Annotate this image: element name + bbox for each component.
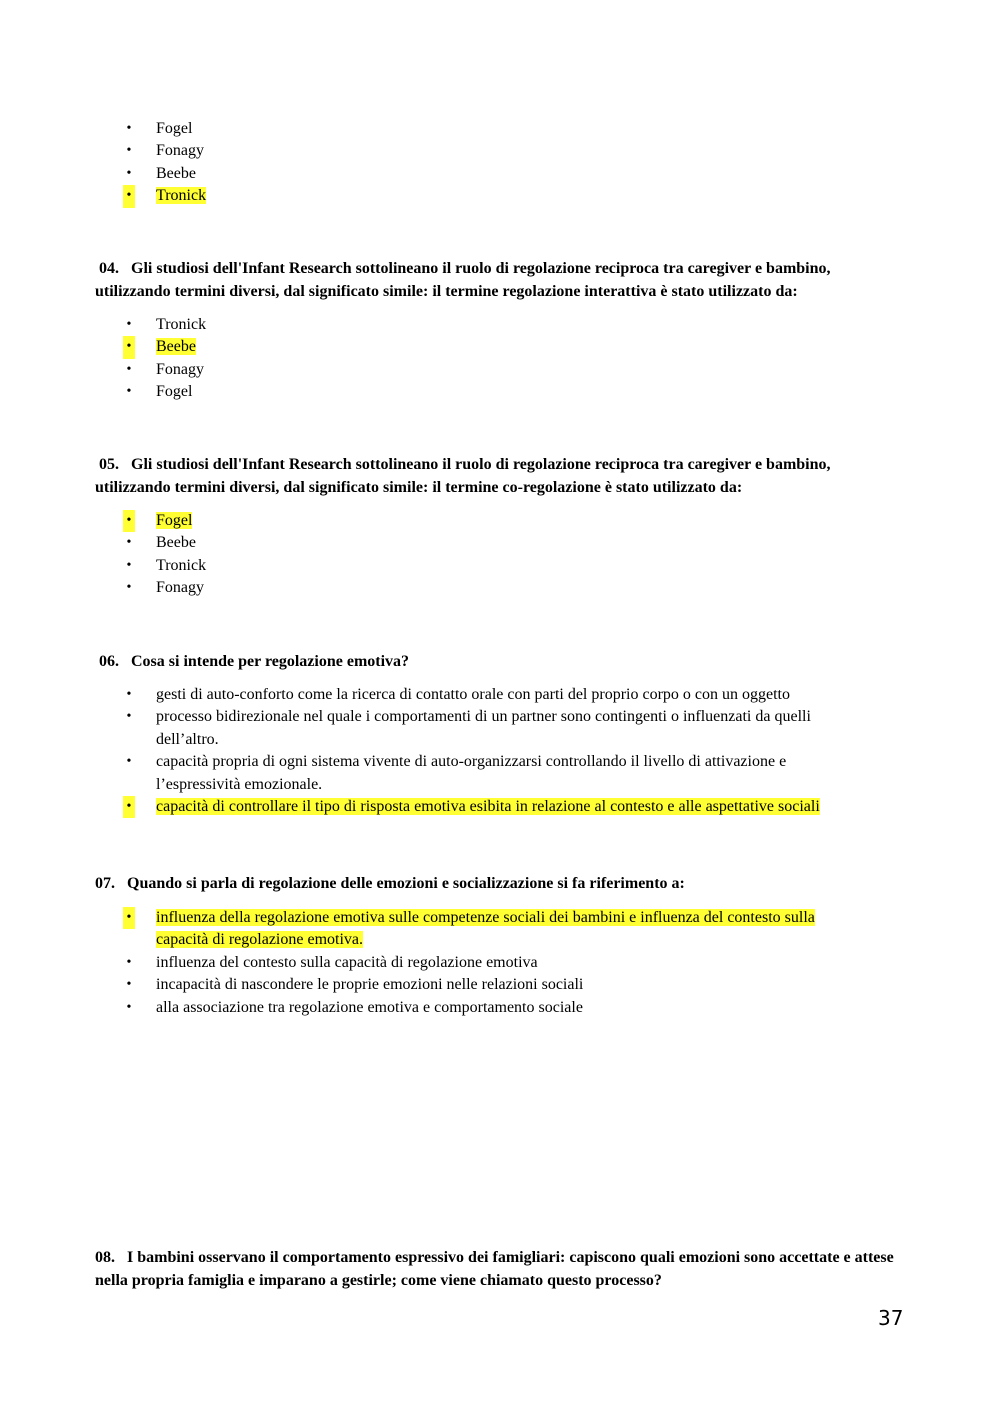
bullet-icon: • [126, 977, 132, 993]
bullet-icon: • [126, 165, 132, 181]
option-item-highlighted: • Beebe [0, 336, 900, 358]
option-item: • capacità propria di ogni sistema vivente di auto-organizzarsi controllando il livello di attivazione e l’espressività emozionale. [0, 751, 860, 796]
bullet-icon: • [123, 796, 135, 818]
option-item: • Beebe [0, 532, 900, 554]
question-06: 06. Cosa si intende per regolazione emotiva? [99, 653, 410, 670]
question-08: 08. I bambini osservano il comportamento espressivo dei famigliari: capiscono quali emozioni sono accettate e attese nella propria famiglia e imparano a gestirle; come viene chiamato questo processo? [95, 1249, 894, 1289]
bullet-icon: • [126, 317, 132, 332]
option-item: • alla associazione tra regolazione emotiva e comportamento sociale [0, 997, 860, 1019]
bullet-icon: • [126, 143, 132, 159]
question-06-options [0, 684, 860, 818]
bullet-icon: • [126, 384, 132, 400]
bullet-icon: • [126, 687, 132, 702]
option-item: • Beebe [0, 163, 900, 185]
question-07: 07. Quando si parla di regolazione delle emozioni e socializzazione si fa riferimento a: [95, 875, 685, 892]
bullet-icon: • [126, 954, 132, 970]
question-05: 05. Gli studiosi dell'Infant Research sottolineano il ruolo di regolazione reciproca tra caregiver e bambino, utilizzando termini diversi, dal significato simile: il termine co-regolazione è stato utilizzato da: [95, 456, 831, 496]
bullet-icon: • [126, 999, 132, 1015]
option-item: • Fonagy [0, 140, 900, 162]
bullet-icon: • [123, 336, 135, 358]
option-item-highlighted: • Tronick [0, 185, 900, 207]
option-item: • influenza del contesto sulla capacità di regolazione emotiva [0, 952, 860, 974]
option-item-highlighted: • capacità di controllare il tipo di risposta emotiva esibita in relazione al contesto e alle aspettative sociali [0, 796, 860, 818]
prev-question-options [0, 118, 900, 208]
option-item: • gesti di auto-conforto come la ricerca di contatto orale con parti del proprio corpo o con un oggetto [0, 684, 860, 706]
page-number: 37 [878, 1306, 904, 1330]
option-item: • Tronick [0, 555, 900, 577]
question-04: 04. Gli studiosi dell'Infant Research sottolineano il ruolo di regolazione reciproca tra caregiver e bambino, utilizzando termini diversi, dal significato simile: il termine regolazione interattiva è stato utilizzato da: [95, 260, 831, 300]
option-item: • Fogel [0, 118, 900, 140]
bullet-icon: • [123, 185, 135, 207]
bullet-icon: • [126, 709, 132, 725]
option-item: • Fonagy [0, 359, 900, 381]
question-04-options [0, 314, 900, 404]
bullet-icon: • [126, 754, 132, 770]
option-item: • incapacità di nascondere le proprie emozioni nelle relazioni sociali [0, 974, 860, 996]
question-05-options [0, 510, 900, 600]
question-07-options [0, 907, 860, 1019]
option-item: • processo bidirezionale nel quale i comportamenti di un partner sono contingenti o influenzati da quelli dell’altro. [0, 706, 860, 751]
option-item: • Fonagy [0, 577, 900, 599]
bullet-icon: • [126, 535, 132, 551]
bullet-icon: • [123, 907, 135, 929]
option-item-highlighted: • Fogel [0, 510, 900, 532]
bullet-icon: • [126, 361, 132, 377]
bullet-icon: • [123, 510, 135, 532]
option-item-highlighted: • influenza della regolazione emotiva sulle competenze sociali dei bambini e influenza del contesto sulla capacità di regolazione emotiva. [0, 907, 860, 952]
bullet-icon: • [126, 121, 132, 136]
bullet-icon: • [126, 557, 132, 573]
option-item: • Fogel [0, 381, 900, 403]
option-item: • Tronick [0, 314, 900, 336]
bullet-icon: • [126, 580, 132, 596]
